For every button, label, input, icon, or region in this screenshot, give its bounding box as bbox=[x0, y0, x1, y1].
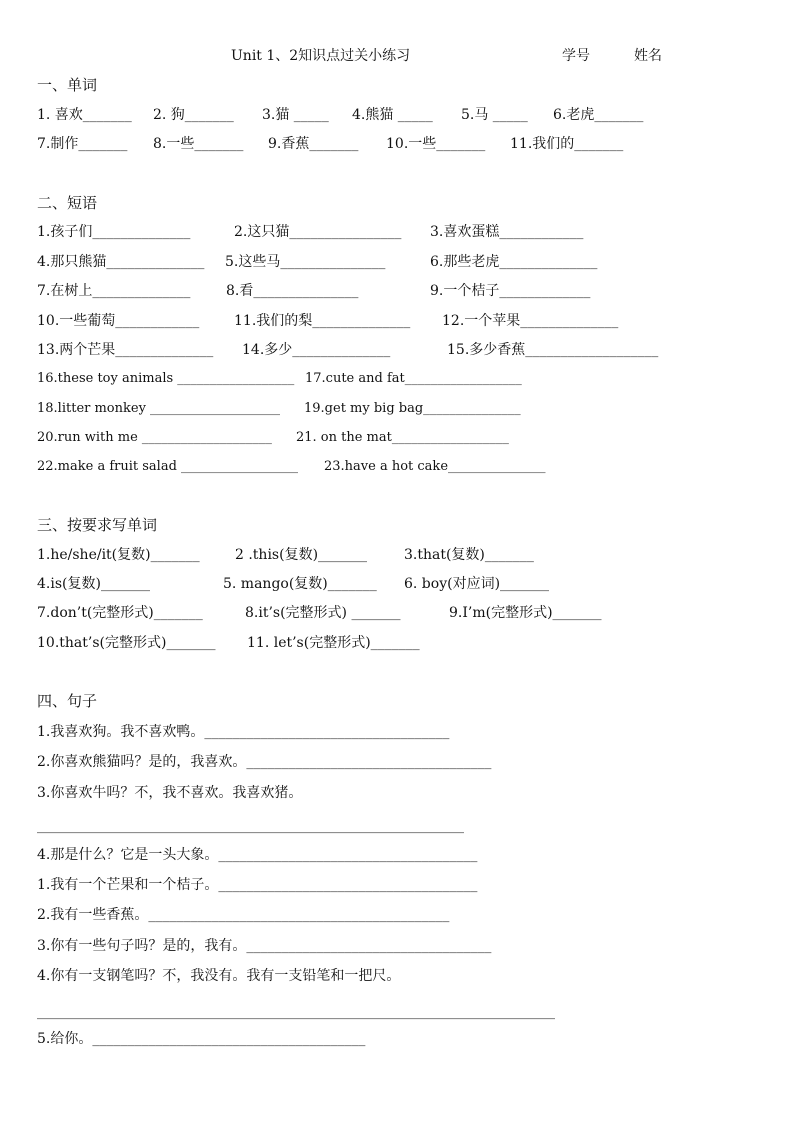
word-form-item: 3.that(复数)_______ bbox=[404, 547, 534, 563]
word-form-item: 9.I’m(完整形式)_______ bbox=[449, 605, 602, 621]
phrase-item: 3.喜欢蛋糕____________ bbox=[430, 224, 584, 240]
phrase-item: 5.这些马_______________ bbox=[225, 254, 386, 270]
section-phrases-title: 二、短语 bbox=[37, 194, 98, 212]
page-title: Unit 1、2知识点过关小练习 bbox=[231, 48, 411, 64]
sentence-item: 2.我有一些香蕉。___________________________________________ bbox=[37, 907, 450, 923]
sentence-item: 1.我喜欢狗。我不喜欢鸭。___________________________________ bbox=[37, 724, 450, 740]
phrase-item: 22.make a fruit salad __________________ bbox=[37, 459, 299, 474]
phrase-item: 23.have a hot cake_______________ bbox=[324, 459, 546, 474]
word-item: 5.马 _____ bbox=[461, 107, 528, 123]
phrase-item: 8.看_______________ bbox=[226, 283, 359, 299]
word-item: 8.一些_______ bbox=[153, 136, 244, 152]
phrase-item: 13.两个芒果______________ bbox=[37, 342, 214, 358]
sentence-item: 5.给你。_______________________________________ bbox=[37, 1031, 366, 1047]
word-item: 7.制作_______ bbox=[37, 136, 128, 152]
word-form-item: 5. mango(复数)_______ bbox=[223, 576, 377, 592]
phrase-item: 11.我们的梨______________ bbox=[234, 313, 411, 329]
section-word-forms-title: 三、按要求写单词 bbox=[37, 516, 158, 534]
sentence-item: 3.你有一些句子吗？是的，我有。___________________________________ bbox=[37, 938, 492, 954]
sentence-item: 4.你有一支钢笔吗？不，我没有。我有一支铅笔和一把尺。 bbox=[37, 968, 401, 984]
sentence-item: 2.你喜欢熊猫吗？是的，我喜欢。___________________________________ bbox=[37, 754, 492, 770]
phrase-item: 9.一个桔子_____________ bbox=[430, 283, 591, 299]
name-label: 姓名 bbox=[634, 48, 662, 64]
word-item: 3.猫 _____ bbox=[262, 107, 329, 123]
word-form-item: 2 .this(复数)_______ bbox=[235, 547, 368, 563]
phrase-item: 16.these toy animals __________________ bbox=[37, 371, 295, 386]
phrase-item: 4.那只熊猫______________ bbox=[37, 254, 205, 270]
word-item: 11.我们的_______ bbox=[510, 136, 624, 152]
phrase-item: 14.多少______________ bbox=[242, 342, 391, 358]
word-form-item: 11. let’s(完整形式)_______ bbox=[247, 635, 420, 651]
phrase-item: 2.这只猫________________ bbox=[234, 224, 402, 240]
word-form-item: 7.don’t(完整形式)_______ bbox=[37, 605, 203, 621]
word-item: 1. 喜欢_______ bbox=[37, 107, 132, 123]
phrase-item: 6.那些老虎______________ bbox=[430, 254, 598, 270]
phrase-item: 21. on the mat__________________ bbox=[296, 430, 509, 445]
phrase-item: 1.孩子们______________ bbox=[37, 224, 191, 240]
word-item: 6.老虎_______ bbox=[553, 107, 644, 123]
word-form-item: 8.it’s(完整形式) _______ bbox=[245, 605, 401, 621]
word-item: 4.熊猫 _____ bbox=[352, 107, 433, 123]
word-item: 9.香蕉_______ bbox=[268, 136, 359, 152]
phrase-item: 17.cute and fat__________________ bbox=[305, 371, 522, 386]
word-item: 10.一些_______ bbox=[386, 136, 486, 152]
section-sentences-title: 四、句子 bbox=[37, 692, 98, 710]
answer-line: _____________________________________________________________ bbox=[37, 818, 464, 834]
word-form-item: 1.he/she/it(复数)_______ bbox=[37, 547, 200, 563]
answer-line: __________________________________________________________________________ bbox=[37, 1004, 555, 1020]
phrase-item: 15.多少香蕉___________________ bbox=[447, 342, 659, 358]
word-form-item: 6. boy(对应词)_______ bbox=[404, 576, 550, 592]
sentence-item: 4.那是什么？它是一头大象。_____________________________________ bbox=[37, 847, 478, 863]
sentence-item: 3.你喜欢牛吗？不，我不喜欢。我喜欢猪。 bbox=[37, 785, 303, 801]
phrase-item: 7.在树上______________ bbox=[37, 283, 191, 299]
phrase-item: 18.litter monkey ____________________ bbox=[37, 401, 281, 416]
phrase-item: 10.一些葡萄____________ bbox=[37, 313, 200, 329]
word-form-item: 4.is(复数)_______ bbox=[37, 576, 150, 592]
word-form-item: 10.that’s(完整形式)_______ bbox=[37, 635, 216, 651]
section-words-title: 一、单词 bbox=[37, 76, 98, 94]
phrase-item: 12.一个苹果______________ bbox=[442, 313, 619, 329]
phrase-item: 20.run with me ____________________ bbox=[37, 430, 272, 445]
phrase-item: 19.get my big bag_______________ bbox=[304, 401, 521, 416]
word-item: 2. 狗_______ bbox=[153, 107, 234, 123]
sentence-item: 1.我有一个芒果和一个桔子。_____________________________________ bbox=[37, 877, 478, 893]
student-number-label: 学号 bbox=[562, 48, 590, 64]
